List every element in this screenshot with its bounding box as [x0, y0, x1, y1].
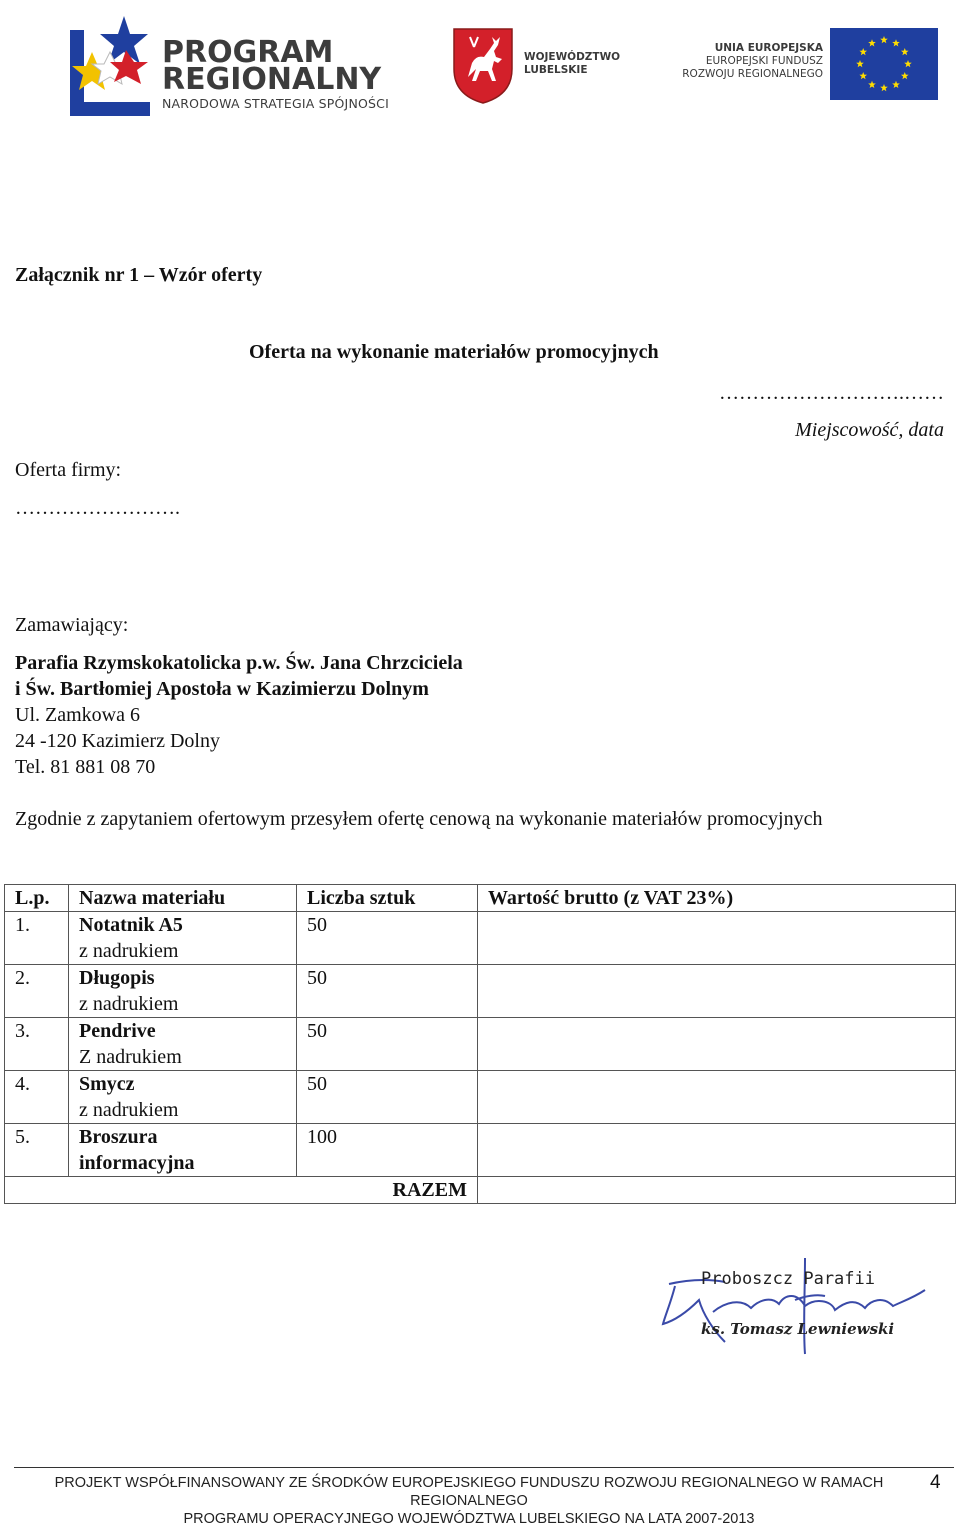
- program-star-icon: [64, 8, 164, 120]
- row-quantity: 100: [297, 1124, 478, 1177]
- row-name: [69, 1071, 297, 1124]
- row-name: [69, 1124, 297, 1177]
- row-lp: 3.: [5, 1018, 69, 1071]
- program-logo-line3: NARODOWA STRATEGIA SPÓJNOŚCI: [162, 96, 389, 111]
- row-quantity: 50: [297, 1071, 478, 1124]
- table-row: [5, 912, 956, 965]
- table-total-row: [5, 1177, 956, 1204]
- place-date-dots: ……………………….……: [719, 382, 944, 404]
- table-row: [5, 1124, 956, 1177]
- client-name-line1: Parafia Rzymskokatolicka p.w. Św. Jana Chrzciciela: [15, 652, 463, 674]
- client-city: 24 -120 Kazimierz Dolny: [15, 730, 220, 752]
- row-name-sub: z nadrukiem: [79, 993, 179, 1015]
- row-name: [69, 965, 297, 1018]
- place-date-label: Miejscowość, data: [795, 419, 944, 441]
- row-name: [69, 1018, 297, 1071]
- row-name-main: Notatnik A5: [79, 914, 183, 936]
- attachment-title: Załącznik nr 1 – Wzór oferty: [15, 264, 263, 286]
- row-value[interactable]: [478, 1071, 956, 1124]
- offer-title: Oferta na wykonanie materiałów promocyjnych: [249, 341, 659, 363]
- row-name-sub: informacyjna: [79, 1152, 195, 1174]
- region-logo-line1: WOJEWÓDZTWO: [524, 51, 621, 63]
- header-quantity: Liczba sztuk: [297, 885, 478, 912]
- row-name-main: Pendrive: [79, 1020, 156, 1042]
- header-name: Nazwa materiału: [69, 885, 297, 912]
- row-quantity: 50: [297, 1018, 478, 1071]
- client-phone: Tel. 81 881 08 70: [15, 756, 156, 778]
- row-lp: 2.: [5, 965, 69, 1018]
- lubelskie-logo: [450, 25, 630, 105]
- stamp-line1: Proboszcz Parafii: [701, 1269, 875, 1289]
- table-row: [5, 965, 956, 1018]
- eu-logo-line1: UNIA EUROPEJSKA: [714, 42, 823, 54]
- intro-text: Zgodnie z zapytaniem ofertowym przesyłem ofertę cenową na wykonanie materiałów promocyjnych: [15, 808, 823, 830]
- row-quantity: 50: [297, 912, 478, 965]
- page-number: 4: [930, 1472, 941, 1493]
- row-name-main: Długopis: [79, 967, 155, 989]
- stamp-line2: ks. Tomasz Lewniewski: [701, 1320, 895, 1338]
- total-value[interactable]: [478, 1177, 956, 1204]
- client-label: Zamawiający:: [15, 614, 129, 636]
- client-street: Ul. Zamkowa 6: [15, 704, 140, 726]
- row-name-main: Smycz: [79, 1073, 135, 1095]
- row-name-sub: Z nadrukiem: [79, 1046, 182, 1068]
- total-label: RAZEM: [5, 1177, 478, 1204]
- program-logo-line1: PROGRAM: [162, 35, 334, 70]
- offer-table: [4, 884, 956, 1204]
- table-row: [5, 1018, 956, 1071]
- footer-divider: [14, 1467, 954, 1468]
- company-dots: …………………….: [15, 497, 180, 519]
- table-row: [5, 1071, 956, 1124]
- row-value[interactable]: [478, 912, 956, 965]
- header-value: Wartość brutto (z VAT 23%): [478, 885, 956, 912]
- region-logo-line2: LUBELSKIE: [524, 64, 588, 76]
- client-name-line2: i Św. Bartłomiej Apostoła w Kazimierzu Dolnym: [15, 678, 429, 700]
- eu-logo-line2: EUROPEJSKI FUNDUSZ: [705, 55, 823, 67]
- eu-flag-icon: [830, 28, 938, 100]
- row-lp: 1.: [5, 912, 69, 965]
- row-lp: 4.: [5, 1071, 69, 1124]
- coat-of-arms-icon: [450, 25, 516, 105]
- footer-line1: PROJEKT WSPÓŁFINANSOWANY ZE ŚRODKÓW EUROPEJSKIEGO FUNDUSZU ROZWOJU REGIONALNEGO W RAMACH REGIONALNEGO: [54, 1475, 884, 1509]
- header-lp: L.p.: [5, 885, 69, 912]
- row-value[interactable]: [478, 1124, 956, 1177]
- row-value[interactable]: [478, 965, 956, 1018]
- row-lp: 5.: [5, 1124, 69, 1177]
- row-quantity: 50: [297, 965, 478, 1018]
- eu-logo-line3: ROZWOJU REGIONALNEGO: [682, 68, 823, 80]
- signature-icon: [655, 1250, 950, 1360]
- program-regionalny-logo: [64, 8, 409, 120]
- program-logo-line2: REGIONALNY: [162, 62, 382, 97]
- footer-text: [14, 1474, 924, 1528]
- row-name: [69, 912, 297, 965]
- eu-logo: [665, 28, 945, 103]
- signature-stamp: [655, 1250, 950, 1360]
- table-header-row: [5, 885, 956, 912]
- row-name-sub: z nadrukiem: [79, 940, 179, 962]
- row-value[interactable]: [478, 1018, 956, 1071]
- row-name-main: Broszura: [79, 1126, 158, 1148]
- footer-line2: PROGRAMU OPERACYJNEGO WOJEWÓDZTWA LUBELSKIEGO NA LATA 2007-2013: [183, 1511, 755, 1527]
- row-name-sub: z nadrukiem: [79, 1099, 179, 1121]
- company-label: Oferta firmy:: [15, 459, 122, 481]
